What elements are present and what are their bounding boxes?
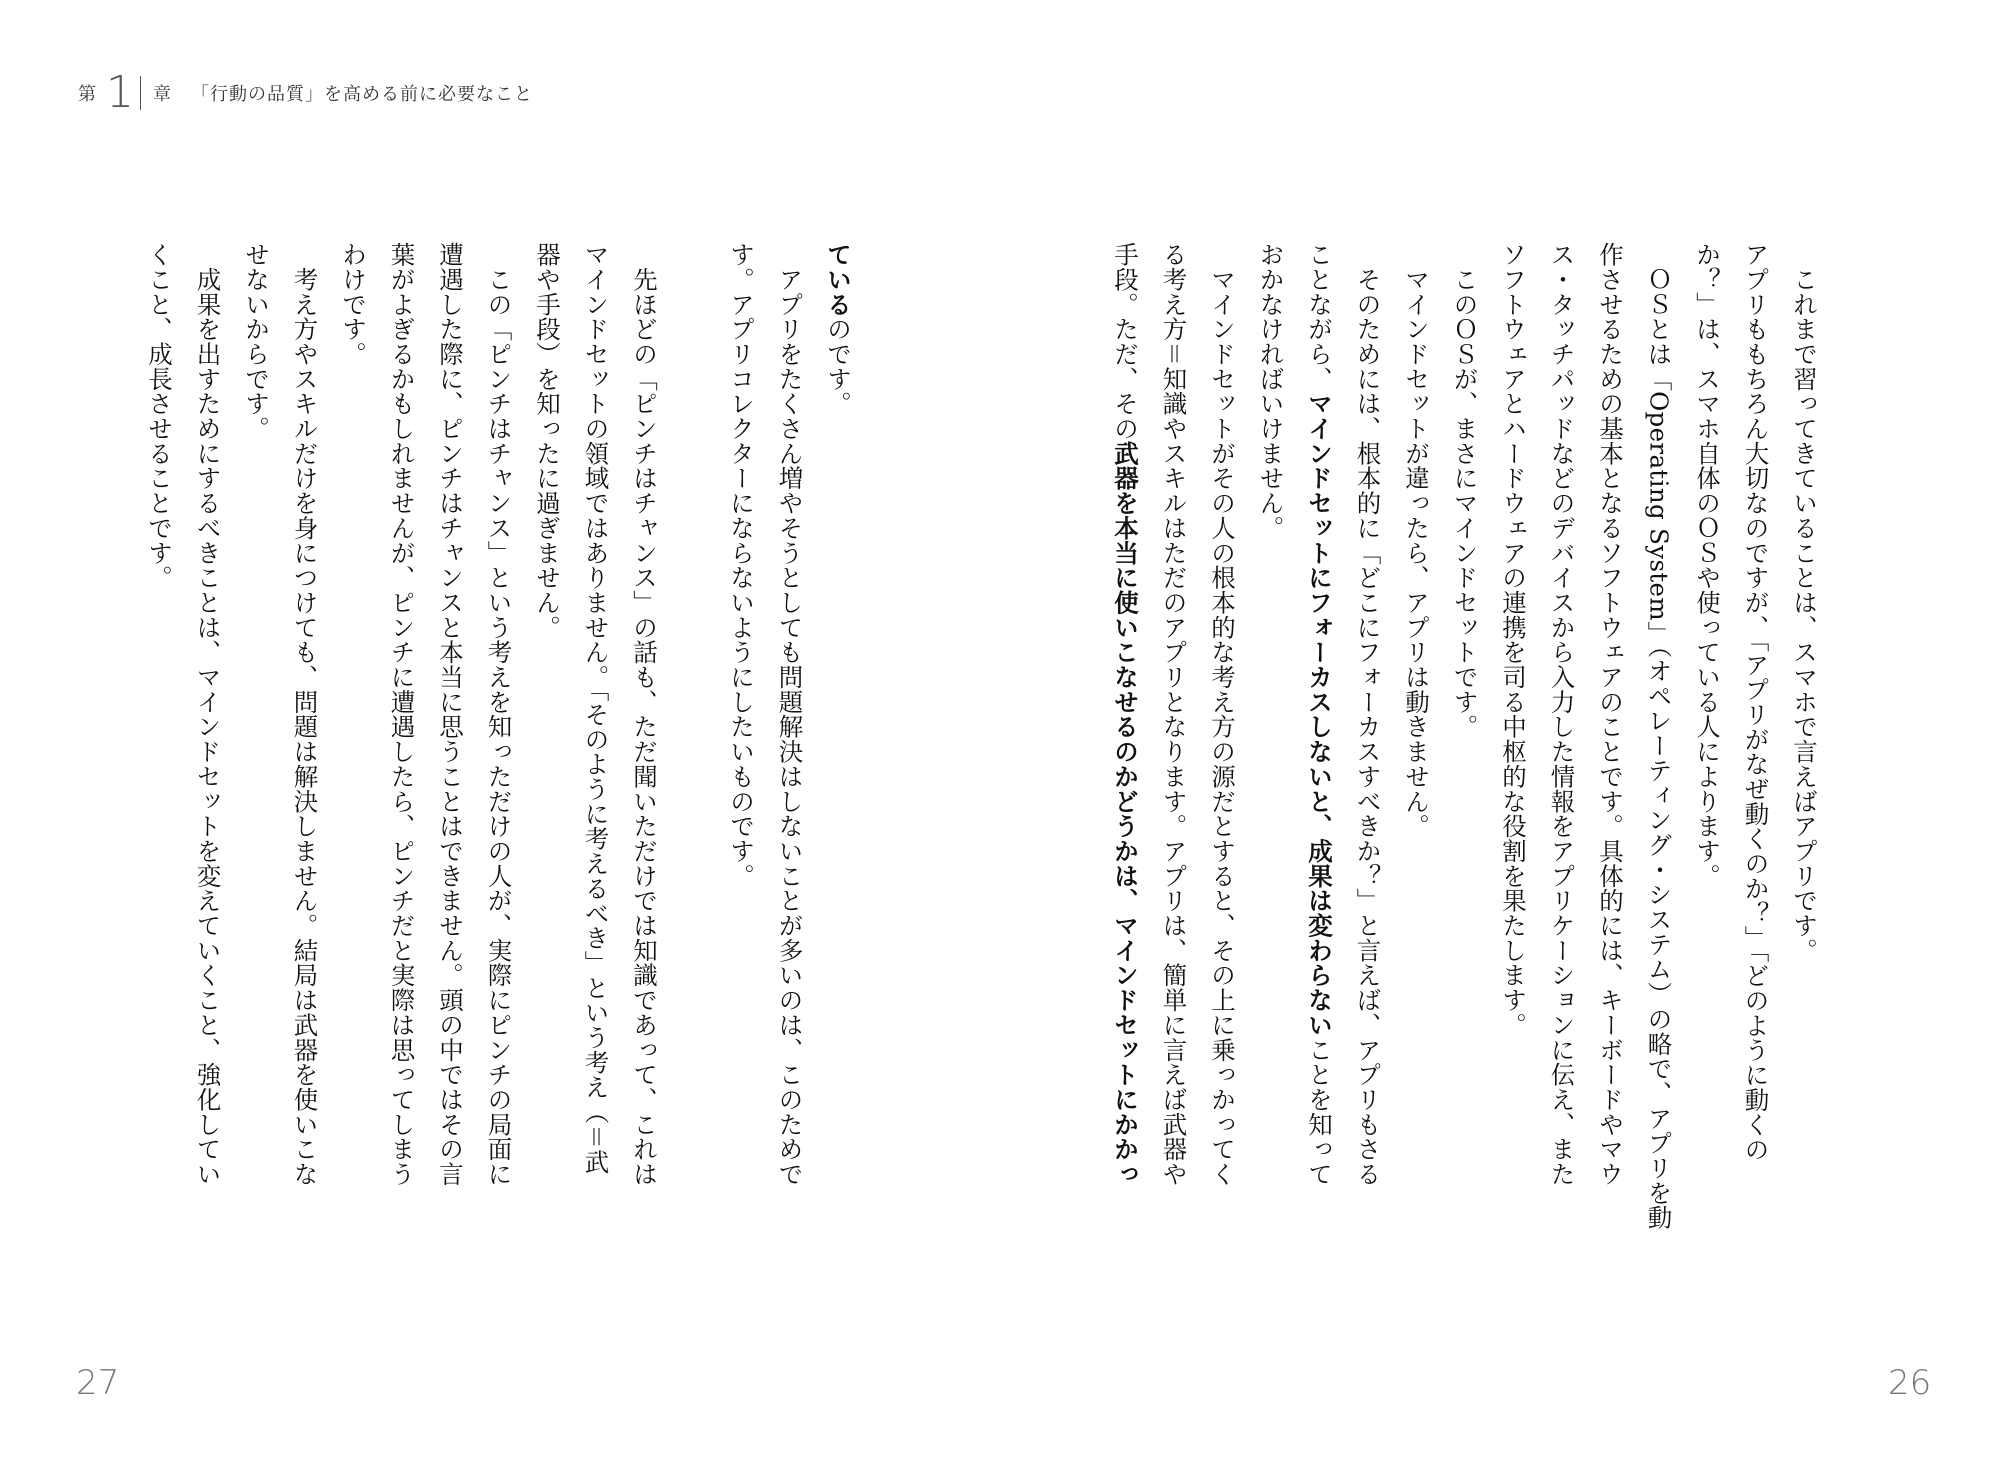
text-segment: 葉がよぎるかもしれませんが、ピンチに遭遇したら、ピンチだと実際は思ってしまう (387, 242, 417, 1187)
text-line (426, 242, 475, 1302)
text-segment: か？」は、スマホ自体のＯＳや使っている人によります。 (1693, 242, 1722, 889)
text-line (620, 242, 669, 1302)
text-segment: マインドセットの領域ではありません。「そのように考えるべき」という考え（＝武 (581, 242, 611, 1175)
text-line (1392, 242, 1441, 1302)
text-segment: す。アプリコレクターにならないようにしたいものです。 (727, 242, 756, 889)
text-line (1634, 242, 1683, 1302)
text-segment: わけです。 (339, 242, 368, 367)
chapter-prefix: 第 (78, 84, 96, 105)
right-page-body (1111, 242, 1828, 1302)
text-segment: おかなければいけません。 (1256, 242, 1286, 541)
text-segment: ＯＳとは「Operating System」（オペレーティング・システム）の略で、アプリを動 (1644, 242, 1674, 1230)
text-line (474, 242, 523, 1302)
text-line (668, 242, 717, 1302)
text-line (1780, 242, 1829, 1302)
text-line (765, 242, 814, 1302)
emphasis-text: マインドセットにフォーカスしないと、成果は変わらない (1305, 391, 1334, 1038)
text-line (329, 242, 378, 1302)
text-line (1537, 242, 1586, 1302)
text-segment: そのためには、根本的に「どこにフォーカスすべきか？」と言えば、アプリもさる (1353, 242, 1383, 1187)
text-segment: マインドセットがその人の根本的な考え方の源だとすると、その上に乗っかってく (1208, 242, 1237, 1187)
text-segment: このＯＳが、まさにマインドセットです。 (1450, 242, 1480, 739)
text-line (1149, 242, 1198, 1302)
text-segment: 作させるための基本となるソフトウェアのことです。具体的には、キーボードやマウ (1596, 242, 1625, 1187)
text-line (1101, 242, 1150, 1302)
chapter-divider (140, 76, 141, 110)
page-number-left: 27 (76, 1363, 120, 1403)
text-segment: これまで習ってきていることは、スマホで言えばアプリです。 (1790, 242, 1819, 963)
text-segment: この「ピンチはチャンス」という考えを知っただけの人が、実際にピンチの局面に (484, 242, 514, 1187)
chapter-number: 1 (106, 67, 134, 118)
text-line (1295, 242, 1344, 1302)
text-segment: くこと、成長させることです。 (145, 242, 174, 590)
text-segment: アプリももちろん大切なのですが、「アプリがなぜ動くのか？」「どのように動くの (1741, 242, 1771, 1162)
text-segment: 遭遇した際に、ピンチはチャンスと本当に思うことはできません。頭の中ではその言 (436, 242, 465, 1187)
text-segment: マインドセットが違ったら、アプリは動きません。 (1402, 242, 1431, 839)
text-line (571, 242, 620, 1302)
chapter-title: 「行動の品質」を高める前に必要なこと (191, 84, 533, 105)
text-line (1440, 242, 1489, 1302)
text-segment: 器や手段）を知ったに過ぎません。 (533, 242, 562, 640)
text-line (232, 242, 281, 1302)
text-segment: 成果を出すためにするべきことは、マインドセットを変えていくこと、強化してい (193, 242, 223, 1187)
text-line (717, 242, 766, 1302)
text-line (1683, 242, 1732, 1302)
text-segment: アプリをたくさん増やそうとしても問題解決はしないことが多いのは、このためで (775, 242, 805, 1187)
running-header (78, 67, 533, 118)
text-line (1246, 242, 1295, 1302)
text-segment: ソフトウェアとハードウェアの連携を司る中枢的な役割を果たします。 (1499, 242, 1528, 1038)
text-line (814, 242, 863, 1302)
text-segment: 先ほどの「ピンチはチャンス」の話も、ただ聞いただけでは知識であって、これは (630, 242, 659, 1187)
text-segment: 考え方やスキルだけを身につけても、問題は解決しません。結局は武器を使いこな (290, 242, 320, 1187)
text-line (183, 242, 232, 1302)
text-line (377, 242, 426, 1302)
text-segment: 手段。ただ、その (1111, 242, 1140, 441)
emphasis-text: ている (824, 242, 853, 317)
left-page-body (142, 242, 862, 1302)
text-segment: る考え方＝知識やスキルはただのアプリとなります。アプリは、簡単に言えば武器や (1159, 242, 1189, 1187)
text-segment: ことを知って (1305, 1037, 1334, 1187)
text-line (1343, 242, 1392, 1302)
text-line (523, 242, 572, 1302)
text-line (135, 242, 184, 1302)
text-line (1198, 242, 1247, 1302)
text-segment: ことながら、 (1305, 242, 1334, 392)
chapter-suffix: 章 (153, 84, 171, 105)
text-line (1489, 242, 1538, 1302)
text-segment: せないからです。 (242, 242, 271, 441)
page-number-right: 26 (1888, 1363, 1932, 1403)
text-line (280, 242, 329, 1302)
text-line (1731, 242, 1780, 1302)
emphasis-text: 武器を本当に使いこなせるのかどうかは、マインドセットにかかっ (1111, 440, 1140, 1187)
text-segment: のです。 (824, 316, 853, 416)
text-line (1586, 242, 1635, 1302)
text-segment: ス・タッチパッドなどのデバイスから入力した情報をアプリケーションに伝え、また (1547, 242, 1577, 1187)
